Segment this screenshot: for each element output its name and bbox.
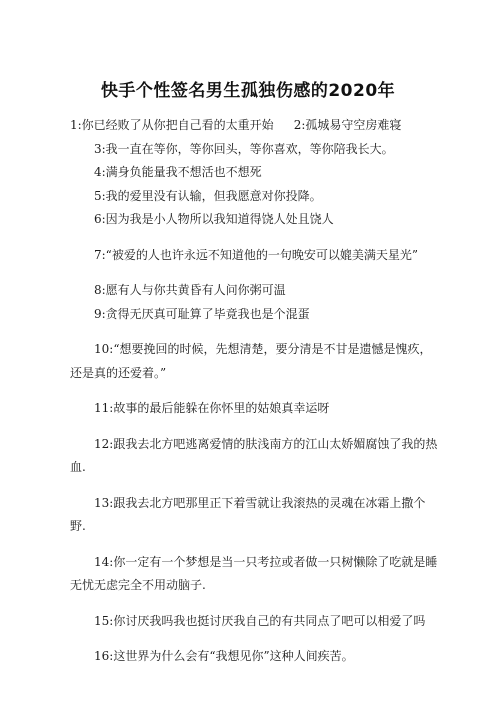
text-line-14: 14:你一定有一个梦想是当一只考拉或者做一只树懒除了吃就是睡无忧无虑完全不用动脑子. — [70, 554, 438, 592]
text-line-2: 2:孤城易守空房难寝 — [293, 118, 402, 132]
text-line-16: 16:这世界为什么会有“我想见你”这种人间疾苦。 — [94, 649, 354, 663]
text-line-1: 1:你已经败了从你把自己看的太重开始 — [70, 118, 274, 132]
text-line-15: 15:你讨厌我吗我也挺讨厌我自己的有共同点了吧可以相爱了吗 — [94, 613, 426, 628]
document-title: 快手个性签名男生孤独伤感的2020年 — [100, 81, 396, 101]
text-line-7: 7:“被爱的人也许永远不知道他的一句晚安可以媲美满天星光” — [94, 247, 418, 262]
text-line-5: 5:我的爱里没有认输，但我愿意对你投降。 — [94, 188, 322, 203]
text-line-4: 4:满身负能量我不想活也不想死 — [94, 165, 262, 179]
text-line-11: 11:故事的最后能躲在你怀里的姑娘真幸运呀 — [94, 401, 330, 415]
text-line-9: 9:贪得无厌真可耻算了毕竟我也是个混蛋 — [94, 306, 310, 321]
text-line-12: 12:跟我去北方吧逃离爱情的肤浅南方的江山太娇媚腐蚀了我的热血. — [70, 436, 438, 474]
document-body — [70, 114, 438, 669]
text-line-8: 8:愿有人与你共黄昏有人问你粥可温 — [94, 283, 286, 297]
text-line-1-2 — [70, 114, 438, 138]
text-line-3: 3:我一直在等你，等你回头，等你喜欢，等你陪我长大。 — [94, 141, 394, 156]
text-line-6: 6:因为我是小人物所以我知道得饶人处且饶人 — [94, 212, 334, 226]
text-line-10: 10:“想要挽回的时候，先想清楚，要分清是不甘是遗憾是愧疚，还是真的还爱着。” — [70, 342, 432, 380]
text-line-13: 13:跟我去北方吧那里正下着雪就让我滚热的灵魂在冰霜上撒个野. — [70, 495, 426, 533]
